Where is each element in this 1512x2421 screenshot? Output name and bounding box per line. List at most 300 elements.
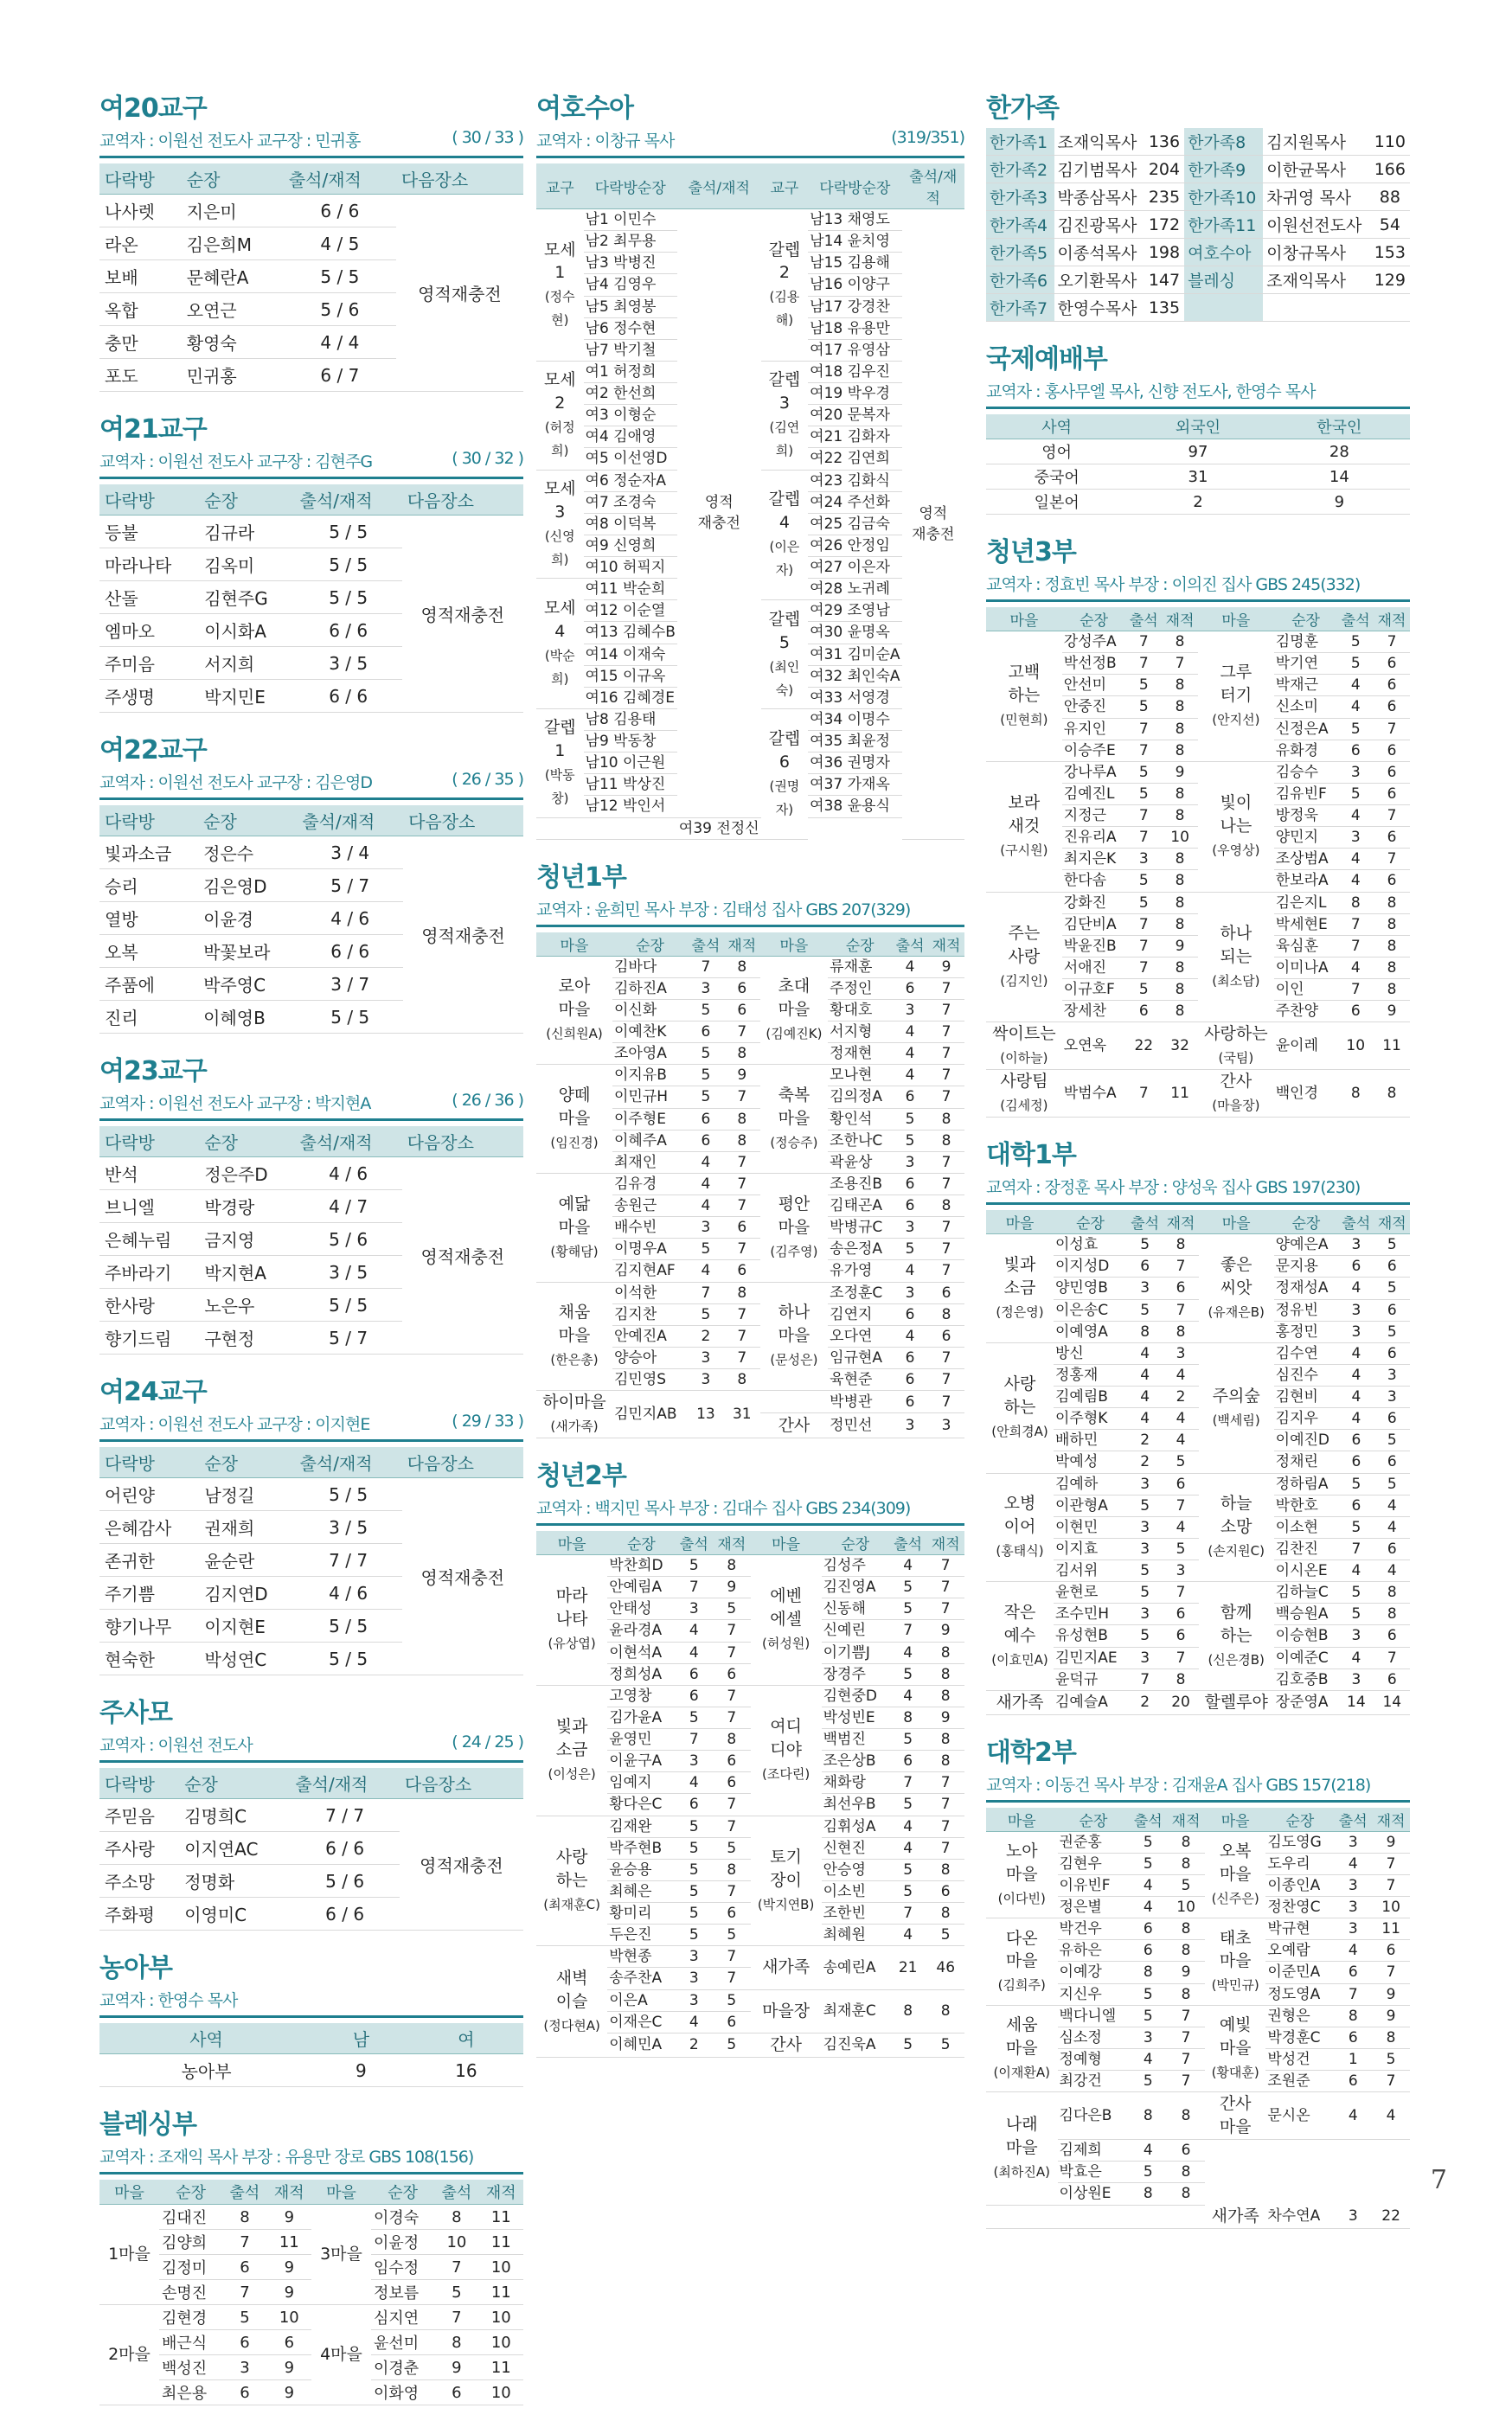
- cell: 이영미C: [179, 1898, 290, 1931]
- group-leader: (안희경A): [991, 1424, 1048, 1440]
- group-name-part: 4: [778, 513, 790, 533]
- cell: 3: [688, 977, 724, 999]
- group-name-part: 오복: [1219, 1841, 1252, 1861]
- column-header: 재적: [1167, 1808, 1205, 1832]
- cell: 11: [267, 2230, 311, 2255]
- cell: 5: [222, 2305, 266, 2330]
- cell: 주찬양: [1274, 1001, 1338, 1022]
- cell: 4: [1129, 1897, 1167, 1918]
- cell: 여24 주선화: [808, 491, 901, 513]
- cell: 7: [928, 1239, 964, 1260]
- group-name-part: 하이마을: [542, 1393, 606, 1412]
- cell: 이종석목사: [1054, 239, 1144, 266]
- cell: 한가족8: [1184, 128, 1263, 156]
- cell: 4: [1338, 1278, 1374, 1299]
- section-title: 여21교구: [99, 414, 207, 445]
- group-name-part: 갈렙: [768, 240, 801, 259]
- cell: 남13 채영도: [808, 209, 901, 231]
- cell: 2: [1127, 490, 1268, 515]
- cell: 5: [889, 1663, 927, 1685]
- cell: 반석: [99, 1157, 199, 1190]
- group-name-part: 2마을: [108, 2344, 151, 2364]
- cell: 7: [1125, 805, 1162, 827]
- cell: 한가족11: [1184, 211, 1263, 239]
- cell: 10: [1372, 1897, 1410, 1918]
- column-header: 마을: [1199, 1210, 1274, 1234]
- section-title: 청년3부: [986, 537, 1076, 567]
- section-title: 여20교구: [99, 93, 207, 124]
- cell: 6: [892, 977, 928, 999]
- cell: 김서위: [1054, 1560, 1127, 1582]
- cell: 모나현: [828, 1065, 892, 1086]
- cell: 김지찬: [612, 1303, 688, 1325]
- teacher-info: 교역자 : 조재익 목사 부장 : 유용만 장로 GBS 108(156): [99, 2148, 474, 2167]
- teacher-info: 교역자 : 이동건 목사 부장 : 김재윤A 집사 GBS 157(218): [986, 1775, 1371, 1795]
- cell: 9: [1162, 935, 1198, 957]
- cell: 7: [724, 1325, 760, 1347]
- cell: 김대진: [159, 2205, 222, 2230]
- cell: 승리: [99, 869, 198, 902]
- cell: 윤승용: [607, 1859, 675, 1880]
- cell: 4: [892, 1325, 928, 1347]
- cell: 오예람: [1265, 1940, 1334, 1962]
- group-name-part: 다온: [1005, 1928, 1038, 1948]
- cell: 장세찬: [1062, 1001, 1126, 1022]
- cell: 8: [928, 1108, 964, 1130]
- cell: 7: [1125, 653, 1162, 675]
- cell: 5: [1125, 783, 1162, 804]
- village-name: 새가족: [751, 1946, 822, 1989]
- cell: 류재훈: [828, 956, 892, 977]
- cell: 7: [928, 999, 964, 1021]
- cell: 진유리A: [1062, 827, 1126, 849]
- district-section: [99, 1370, 523, 1675]
- group-name-part: 함께: [1220, 1602, 1253, 1622]
- group-leader: (권명자): [769, 778, 800, 817]
- group-name-part: 사랑: [1003, 1374, 1036, 1394]
- cell: 여13 김혜수B: [584, 622, 677, 644]
- empty-cell: [986, 2205, 1058, 2228]
- group-name-part: 2: [554, 394, 566, 413]
- village-name: [986, 1582, 1054, 1691]
- cell: 6: [713, 1751, 751, 1772]
- cell: 3: [892, 1217, 928, 1239]
- cell: 5: [676, 1859, 714, 1880]
- cell: 8: [1334, 2005, 1372, 2027]
- cell: 민귀홍: [182, 359, 284, 392]
- cell: 6: [676, 1794, 714, 1816]
- cell: 5: [1125, 892, 1162, 913]
- cell: 8: [1337, 892, 1374, 913]
- village-name: [751, 1816, 822, 1946]
- group-name-part: 그루: [1220, 663, 1253, 682]
- attendance-ratio: ( 26 / 35 ): [452, 770, 523, 789]
- district-name: [761, 708, 809, 839]
- cell: 이지연AC: [179, 1832, 290, 1865]
- cell: 7: [724, 1195, 760, 1217]
- cell: 강성주A: [1062, 631, 1126, 653]
- cell: 일본어: [986, 490, 1127, 515]
- cell: 김호중B: [1274, 1668, 1339, 1690]
- village-part: (마을장): [1212, 1098, 1260, 1114]
- cell: 박주현B: [607, 1837, 675, 1859]
- cell: 금지영: [199, 1223, 294, 1256]
- cell: 김진광목사: [1054, 211, 1144, 239]
- village-part: (김세정): [1000, 1098, 1048, 1114]
- cell: 박지현A: [199, 1256, 294, 1289]
- cell: 7: [1162, 653, 1198, 675]
- cell: 8: [1163, 1668, 1198, 1690]
- cell: 7: [1167, 2048, 1205, 2070]
- cell: 10: [479, 2305, 523, 2330]
- cell: 6: [1127, 1256, 1163, 1278]
- cell: 5: [1337, 653, 1374, 675]
- cell: 6: [1374, 653, 1410, 675]
- cell: 김명희C: [179, 1799, 290, 1832]
- column-header: 재적: [926, 1531, 964, 1555]
- group-name-part: 토기: [770, 1847, 802, 1867]
- group-leader: (김희주): [997, 1977, 1046, 1994]
- column-header: 재적: [267, 2180, 311, 2205]
- cell: 이승주E: [1062, 740, 1126, 761]
- group-name-part: 마을: [558, 1326, 591, 1346]
- cell: 심진수: [1274, 1364, 1339, 1386]
- cell: 이예찬K: [612, 1022, 688, 1043]
- table-row: [99, 1799, 523, 1832]
- cell: 6: [688, 1130, 724, 1151]
- cell: 4: [892, 1043, 928, 1065]
- cell: 열방: [99, 902, 198, 935]
- cell: 양승아: [612, 1347, 688, 1368]
- cell: 7: [1125, 718, 1162, 740]
- cell: 7: [928, 1217, 964, 1239]
- cell: 8: [1162, 740, 1198, 761]
- group-leader: (최재훈C): [543, 1896, 600, 1912]
- cell: 9: [313, 2054, 409, 2087]
- table-row: [986, 1342, 1410, 1364]
- cell: 88: [1370, 183, 1410, 211]
- cell: 산돌: [99, 581, 199, 614]
- cell: 6: [1374, 1342, 1410, 1364]
- cell: 문혜란A: [182, 260, 284, 293]
- cell: 오연근: [182, 293, 284, 326]
- cell: 윤라경A: [607, 1620, 675, 1642]
- group-name-part: 5: [778, 632, 790, 652]
- teacher-info: 교역자 : 홍사무엘 목사, 신향 전도사, 한영수 목사: [986, 382, 1316, 401]
- cell: 노은우: [199, 1289, 294, 1322]
- cell: 최선우B: [822, 1794, 889, 1816]
- group-leader: (이효민A): [991, 1651, 1048, 1668]
- cell: 8: [1162, 696, 1198, 718]
- cell: 백승원A: [1274, 1604, 1339, 1625]
- header-row: [99, 1768, 523, 1799]
- cell: 4: [1129, 2048, 1167, 2070]
- group-leader: (조다린): [762, 1766, 810, 1783]
- cell: 여25 김금숙: [808, 513, 901, 535]
- cell: 14: [1269, 464, 1410, 490]
- village-name: [1199, 1342, 1274, 1473]
- teacher-info: 교역자 : 이원선 전도사: [99, 1736, 253, 1755]
- group-leader: (허성원): [762, 1636, 810, 1652]
- district-name: [761, 600, 809, 709]
- cell: 153: [1370, 239, 1410, 266]
- cell: 6: [1374, 1538, 1410, 1560]
- group-name-part: 모세: [543, 478, 576, 498]
- cell: 정홍재: [1054, 1364, 1127, 1386]
- cell: 한가족10: [1184, 183, 1263, 211]
- table-row: [536, 1391, 964, 1413]
- cell: 김하진A: [612, 977, 688, 999]
- table-row: [986, 2205, 1410, 2228]
- cell: 7: [434, 2305, 478, 2330]
- cell: 3: [1337, 827, 1374, 849]
- group-leader: (신희원A): [546, 1026, 603, 1042]
- cell: 5 / 7: [297, 869, 403, 902]
- village-name: [536, 1555, 607, 1686]
- column-header: 출석: [434, 2180, 478, 2205]
- table-row: [99, 2205, 523, 2230]
- district-table: [99, 1447, 523, 1675]
- cell: 조원준: [1265, 2071, 1334, 2092]
- cell: 5: [1129, 1983, 1167, 2005]
- cell: 8: [1127, 1321, 1163, 1342]
- youth3: [986, 530, 1410, 1118]
- table-row: [986, 1070, 1410, 1118]
- cell: 이원선전도사: [1263, 211, 1369, 239]
- cell: 7: [1374, 718, 1410, 740]
- cell: 3: [1129, 2027, 1167, 2048]
- cell: 송은정A: [828, 1239, 892, 1260]
- cell: 3: [1374, 1387, 1410, 1408]
- group-name-part: 나래: [1005, 2115, 1038, 2135]
- cell: 5: [434, 2280, 478, 2305]
- cell: 여33 서영경: [808, 687, 901, 708]
- cell: 4 / 4: [284, 326, 396, 359]
- section-subtitle: [536, 1496, 964, 1526]
- table-row: [99, 195, 523, 227]
- group-name-part: 1마을: [108, 2244, 151, 2264]
- cell: 조한빈: [822, 1903, 889, 1925]
- cell: 4: [1163, 1516, 1198, 1538]
- cell: 송주찬A: [607, 1968, 675, 1989]
- cell: 22: [1372, 2205, 1410, 2228]
- cell: 4: [1337, 805, 1374, 827]
- cell: 5: [1129, 1853, 1167, 1874]
- cell: 나사렛: [99, 195, 182, 227]
- cell: 3: [928, 1413, 964, 1438]
- cell: 8: [1162, 913, 1198, 935]
- cell: 백성진: [159, 2355, 222, 2380]
- cell: 박찬희D: [607, 1555, 675, 1577]
- cell: 10: [1337, 1022, 1374, 1070]
- group-name-part: 새것: [1008, 817, 1041, 836]
- cell: 지신우: [1058, 1983, 1130, 2005]
- cell: 남16 이양구: [808, 274, 901, 296]
- cell: 한가족6: [986, 266, 1054, 294]
- column-header: 다락방: [99, 484, 199, 516]
- cell: 유성현B: [1054, 1625, 1127, 1647]
- village-part: 사랑하는: [1204, 1024, 1268, 1044]
- cell: 7: [1125, 935, 1162, 957]
- column-header: 재적: [1372, 1808, 1410, 1832]
- cell: 이현석A: [607, 1642, 675, 1663]
- village-part: 사랑팀: [1000, 1072, 1048, 1092]
- table-row: [986, 464, 1410, 490]
- group-name-part: 마라: [555, 1586, 588, 1606]
- cell: 7: [926, 1772, 964, 1794]
- group-name-part: 하나: [1220, 923, 1253, 943]
- cell: 4: [1337, 957, 1374, 978]
- group-name-part: 나타: [555, 1610, 588, 1630]
- cell: 5: [889, 1859, 927, 1880]
- cell: 7: [713, 1685, 751, 1707]
- group-name-part: 3: [554, 502, 566, 522]
- cell: 11: [479, 2355, 523, 2380]
- cell: 조재익목사: [1054, 128, 1144, 156]
- cell: 10: [1167, 1897, 1205, 1918]
- group-leader: (황해담): [550, 1243, 599, 1259]
- cell: 이시온E: [1274, 1560, 1339, 1582]
- header-row: [99, 1126, 523, 1157]
- cell: 이기쁨J: [822, 1642, 889, 1663]
- cell: 서지형: [828, 1022, 892, 1043]
- group-leader: (정승주): [770, 1135, 818, 1151]
- cell: 147: [1144, 266, 1184, 294]
- village-name: [1205, 1918, 1265, 2006]
- empty-cell: [536, 817, 584, 839]
- cell: 유지인: [1062, 718, 1126, 740]
- cell: 신정은A: [1274, 718, 1338, 740]
- cell: 9: [267, 2380, 311, 2405]
- group-name-part: 평안: [778, 1194, 810, 1214]
- cell: 7: [1125, 827, 1162, 849]
- column-header: 출석: [1129, 1808, 1167, 1832]
- column-header: 출석: [1127, 1210, 1163, 1234]
- group-name-part: 마을: [1219, 1951, 1252, 1971]
- cell: 여5 이선영D: [584, 448, 677, 470]
- cell: 김성주: [822, 1555, 889, 1577]
- group-name-part: 사랑: [1008, 946, 1041, 966]
- column-header: 출석/재적: [297, 805, 403, 836]
- cell: 6: [676, 1685, 714, 1707]
- group-name-part: 마을: [778, 1109, 810, 1129]
- section-subtitle: [99, 1091, 523, 1121]
- group-name-part: 나는: [1220, 817, 1253, 836]
- cell: 2: [1163, 1387, 1198, 1408]
- cell: 임예지: [607, 1772, 675, 1794]
- cell: 2: [688, 1325, 724, 1347]
- cell: 4: [1338, 1364, 1374, 1386]
- cell: 9: [713, 1577, 751, 1598]
- cell: 7: [1374, 849, 1410, 870]
- group-name-part: 노아: [1005, 1841, 1038, 1861]
- cell: 여8 이덕복: [584, 513, 677, 535]
- cell: 9: [1372, 2005, 1410, 2027]
- cell: 여12 이순열: [584, 600, 677, 622]
- cell: 5: [1125, 696, 1162, 718]
- group-name-part: 주의숲: [1212, 1386, 1260, 1406]
- cell: 6: [1374, 870, 1410, 892]
- group-name-part: 간사: [1219, 2094, 1252, 2114]
- group-leader: (김용해): [769, 289, 800, 329]
- cell: 5 / 5: [295, 548, 402, 581]
- cell: 남10 이근원: [584, 753, 677, 774]
- cell: 이민규H: [612, 1086, 688, 1108]
- cell: 198: [1144, 239, 1184, 266]
- cell: 5 / 5: [295, 516, 402, 548]
- cell: 6: [724, 977, 760, 999]
- section-subtitle: [536, 897, 964, 927]
- cell: 4 / 6: [295, 1577, 402, 1610]
- section-title: 대학2부: [986, 1737, 1076, 1768]
- cell: 7: [1125, 740, 1162, 761]
- cell: 4: [1127, 1387, 1163, 1408]
- cell: 3: [1125, 849, 1162, 870]
- section-subtitle: [99, 1732, 523, 1763]
- cell: 4: [1127, 1408, 1163, 1430]
- cell: 5: [713, 2033, 751, 2057]
- cell: 김단비A: [1062, 913, 1126, 935]
- group-name-part: 마을: [558, 1217, 591, 1237]
- group-name-part: 이슬: [555, 1991, 588, 2011]
- cell: 방정욱: [1274, 805, 1338, 827]
- column-header: 순장: [199, 484, 294, 516]
- cell: 3: [676, 1989, 714, 2011]
- cell: 이한균목사: [1263, 156, 1369, 183]
- section-subtitle: [99, 2144, 523, 2174]
- cell: 8: [926, 1989, 964, 2033]
- youth2: [536, 1454, 964, 2058]
- village-name: [760, 1282, 828, 1391]
- cell: 정희성A: [607, 1663, 675, 1685]
- cell: 6: [1374, 1256, 1410, 1278]
- cell: 7: [676, 1729, 714, 1751]
- cell: 6: [1338, 1451, 1374, 1473]
- cell: 5: [676, 1555, 714, 1577]
- cell: 8: [926, 1859, 964, 1880]
- cell: 8: [724, 1282, 760, 1303]
- cell: 최혜은: [607, 1880, 675, 1902]
- cell: 6: [892, 1391, 928, 1413]
- cell: 4: [1334, 2092, 1372, 2140]
- cell: 5: [1337, 718, 1374, 740]
- cell: 6: [724, 1260, 760, 1282]
- cell: 6: [1125, 1001, 1162, 1022]
- cell: 6: [434, 2380, 478, 2405]
- cell: 김진욱A: [822, 2033, 889, 2057]
- group-leader: (정은영): [996, 1303, 1044, 1320]
- cell: 5: [688, 1303, 724, 1325]
- column-header: 다음장소: [402, 484, 523, 516]
- cell: 이주형K: [1054, 1408, 1127, 1430]
- district-section: [99, 1049, 523, 1355]
- nonga-table: [99, 2023, 523, 2087]
- header-row: [99, 805, 523, 836]
- cell: 4: [892, 1022, 928, 1043]
- place-part: 영적: [704, 494, 734, 512]
- group-leader: (황대훈): [1211, 2064, 1259, 2080]
- cell: 보배: [99, 260, 182, 293]
- cell: 박병관: [828, 1391, 892, 1413]
- group-name-part: 4: [554, 622, 566, 642]
- teacher-info: 교역자 : 이원선 전도사 교구장 : 박지현A: [99, 1094, 371, 1113]
- cell: 윤선미: [371, 2330, 434, 2355]
- next-place: 영적재충전: [403, 836, 523, 1034]
- cell: 3: [688, 1347, 724, 1368]
- cell: 4 / 7: [295, 1190, 402, 1223]
- cell: 5: [926, 2033, 964, 2057]
- cell: 8: [1167, 2092, 1205, 2140]
